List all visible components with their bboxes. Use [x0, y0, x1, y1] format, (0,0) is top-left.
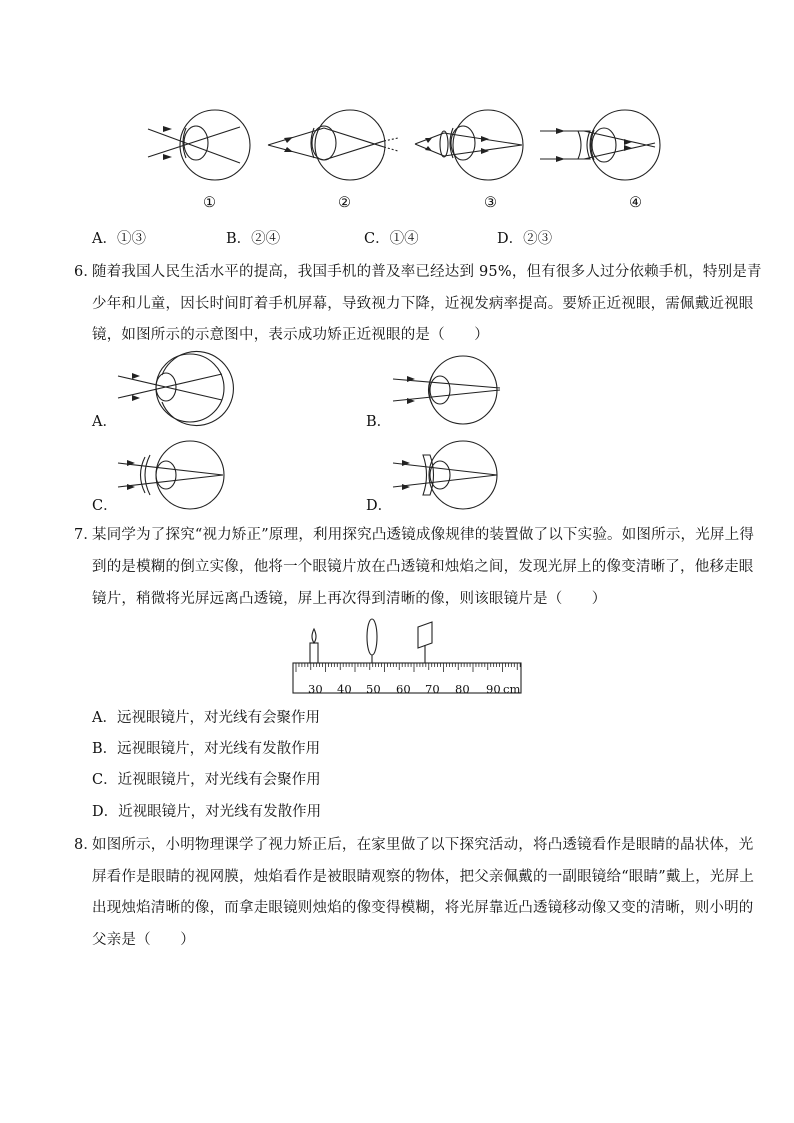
ruler-tick-label: 40	[337, 682, 352, 696]
ruler-tick-label: 80	[455, 682, 470, 696]
q6-eye-diagrams	[0, 350, 794, 510]
option-text: ②④	[251, 231, 281, 247]
q7-option-d[interactable]: D．近视眼镜片，对光线有发散作用	[92, 804, 322, 820]
figure-label-2: ②	[338, 195, 351, 211]
eye-diagram-4	[540, 110, 660, 180]
q5-option-b[interactable]	[226, 229, 280, 249]
q7-line-2: 到的是模糊的倒立实像，他将一个眼镜片放在凸透镜和烛焰之间，发现光屏上的像变清晰了，他移走眼	[92, 559, 754, 575]
q5-option-a[interactable]	[92, 229, 146, 249]
q6-eye-d	[393, 441, 497, 509]
q7-option-b[interactable]: B．远视眼镜片，对光线有发散作用	[92, 741, 321, 757]
q6-option-d[interactable]: D．	[366, 498, 393, 514]
q7-line-3: 镜片，稍微将光屏远离凸透镜，屏上再次得到清晰的像，则该眼镜片是（ ）	[92, 591, 607, 607]
q8-line-1: 如图所示，小明物理课学了视力矫正后，在家里做了以下探究活动，将凸透镜看作是眼睛的晶状体，光	[92, 837, 754, 853]
figure-label-3: ③	[484, 195, 497, 211]
q6-option-a[interactable]: A．	[92, 414, 117, 430]
q8-line-2: 屏看作是眼睛的视网膜，烛焰看作是被眼睛观察的物体，把父亲佩戴的一副眼镜给“眼睛”戴上，光屏上	[92, 869, 755, 885]
q7-option-c[interactable]: C．近视眼镜片，对光线有会聚作用	[92, 772, 321, 788]
q6-eye-b	[393, 356, 500, 424]
eye-diagram-3	[415, 110, 523, 180]
eye-diagram-1	[148, 110, 250, 180]
q6-line-1: 随着我国人民生活水平的提高，我国手机的普及率已经达到 95%，但有很多人过分依赖手机，特别是青	[92, 264, 762, 280]
q8-line-3: 出现烛焰清晰的像，而拿走眼镜则烛焰的像变得模糊，将光屏靠近凸透镜移动像又变的清晰，则小明的	[92, 900, 754, 916]
figure-label-1: ①	[203, 195, 216, 211]
q6-eye-a	[118, 352, 233, 426]
convex-lens	[367, 619, 377, 655]
light-screen	[418, 622, 432, 648]
ruler-tick-marks	[296, 663, 520, 672]
option-letter: B．	[226, 231, 252, 247]
eye-diagram-2	[268, 110, 398, 180]
q7-option-a[interactable]: A．远视眼镜片，对光线有会聚作用	[92, 710, 320, 726]
q7-line-1: 某同学为了探究“视力矫正”原理，利用探究凸透镜成像规律的装置做了以下实验。如图所示，光屏上得	[92, 527, 755, 543]
candle	[310, 629, 318, 663]
ruler-tick-label: 50	[366, 682, 381, 696]
q6-option-c[interactable]: C．	[92, 498, 118, 514]
ruler-unit: cm	[503, 682, 521, 696]
ruler-tick-label: 70	[425, 682, 440, 696]
q8-line-4: 父亲是（ ）	[92, 932, 195, 948]
q6-line-2: 少年和儿童，因长时间盯着手机屏幕，导致视力下降，近视发病率提高。要矫正近视眼，需佩戴近视眼	[92, 296, 754, 312]
q6-eye-c	[118, 441, 224, 509]
q7-number: 7．	[74, 527, 99, 543]
q5-option-c[interactable]	[364, 229, 419, 249]
q6-number: 6．	[74, 264, 99, 280]
option-letter: A．	[92, 231, 117, 247]
option-letter: C．	[364, 231, 390, 247]
option-letter: D．	[497, 231, 524, 247]
ruler-tick-label: 60	[396, 682, 411, 696]
ruler-tick-label: 30	[308, 682, 323, 696]
option-text: ①③	[116, 231, 146, 247]
q8-number: 8．	[74, 837, 99, 853]
option-text: ①④	[389, 231, 419, 247]
eye-diagrams-figure	[0, 0, 794, 215]
option-text: ②③	[523, 231, 553, 247]
q5-option-d[interactable]	[497, 229, 552, 249]
q6-option-b[interactable]: B．	[366, 414, 392, 430]
q6-line-3: 镜，如图所示的示意图中，表示成功矫正近视眼的是（ ）	[92, 327, 489, 343]
figure-label-4: ④	[629, 195, 642, 211]
eye-diagrams-svg	[0, 0, 794, 215]
ruler-tick-label: 90	[486, 682, 501, 696]
